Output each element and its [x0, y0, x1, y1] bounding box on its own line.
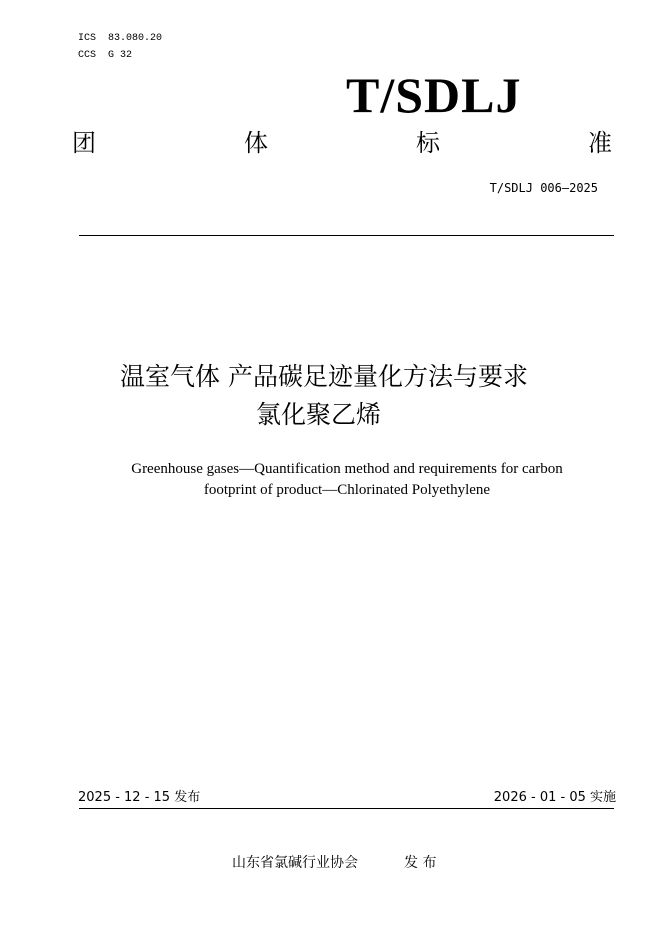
issue-label: 发 布	[404, 855, 437, 871]
chinese-title-line-1: 温室气体 产品碳足迹量化方法与要求	[120, 362, 528, 391]
header-divider	[79, 235, 614, 236]
standard-type-char: 团	[72, 129, 96, 157]
ics-code: ICS 83.080.20	[78, 33, 163, 44]
standard-type-char: 准	[588, 129, 612, 157]
standard-type-char: 标	[416, 129, 440, 157]
english-title-line-1: Greenhouse gases—Quantification method and requirements for carbon	[131, 461, 563, 477]
standard-logo: T/SDLJ	[346, 67, 522, 123]
chinese-title-line-2: 氯化聚乙烯	[256, 400, 382, 429]
english-title-line-2: footprint of product—Chlorinated Polyethylene	[203, 482, 491, 498]
implementation-date: 2026 - 01 - 05 实施	[493, 790, 616, 805]
footer-divider	[79, 808, 614, 809]
standard-type-char: 体	[244, 129, 268, 157]
publish-date: 2025 - 12 - 15 发布	[78, 790, 201, 805]
issuing-organization: 山东省氯碱行业协会	[232, 855, 358, 871]
standard-type	[72, 126, 612, 160]
ccs-code: CCS G 32	[78, 50, 133, 61]
standard-number: T/SDLJ 006—2025	[489, 181, 598, 195]
